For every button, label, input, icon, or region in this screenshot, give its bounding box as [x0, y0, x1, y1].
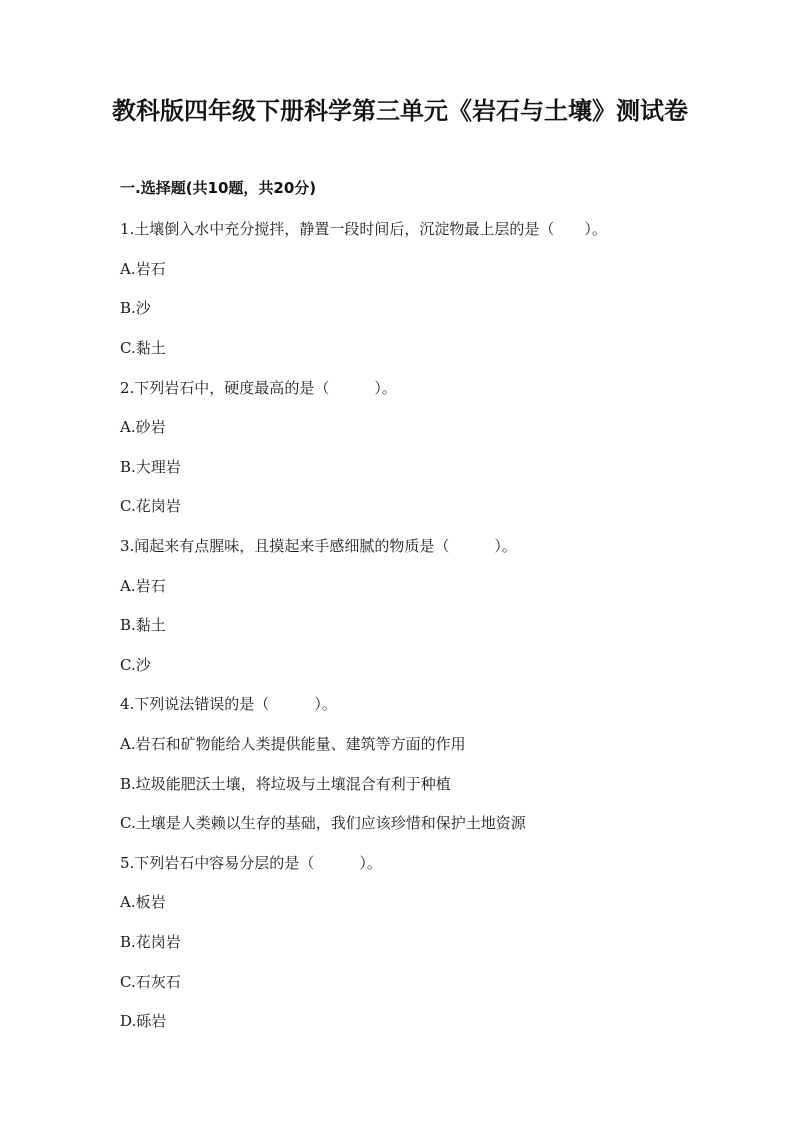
section-heading: 一.选择题(共10题，共20分) [120, 179, 317, 197]
question-stem-5: 5.下列岩石中容易分层的是（ ）。 [120, 854, 382, 872]
option-3-a: A.岩石 [120, 577, 166, 595]
question-stem-3: 3.闻起来有点腥味，且摸起来手感细腻的物质是（ ）。 [120, 537, 517, 555]
option-1-b: B.沙 [120, 299, 151, 317]
option-5-d: D.砾岩 [120, 1012, 167, 1030]
option-4-b: B.垃圾能肥沃土壤，将垃圾与土壤混合有利于种植 [120, 775, 451, 793]
question-stem-2: 2.下列岩石中，硬度最高的是（ ）。 [120, 379, 397, 397]
option-3-c: C.沙 [120, 656, 151, 674]
option-4-c: C.土壤是人类赖以生存的基础，我们应该珍惜和保护土地资源 [120, 814, 526, 832]
option-4-a: A.岩石和矿物能给人类提供能量、建筑等方面的作用 [120, 735, 466, 753]
option-2-c: C.花岗岩 [120, 497, 181, 515]
option-5-c: C.石灰石 [120, 973, 181, 991]
document-title: 教科版四年级下册科学第三单元《岩石与土壤》测试卷 [112, 97, 688, 125]
option-1-c: C.黏土 [120, 339, 166, 357]
question-stem-1: 1.土壤倒入水中充分搅拌，静置一段时间后，沉淀物最上层的是（ ）。 [120, 220, 607, 238]
option-1-a: A.岩石 [120, 260, 166, 278]
option-5-b: B.花岗岩 [120, 933, 181, 951]
option-2-b: B.大理岩 [120, 458, 181, 476]
option-3-b: B.黏土 [120, 616, 166, 634]
option-2-a: A.砂岩 [120, 418, 166, 436]
option-5-a: A.板岩 [120, 893, 166, 911]
question-stem-4: 4.下列说法错误的是（ ）。 [120, 695, 337, 713]
